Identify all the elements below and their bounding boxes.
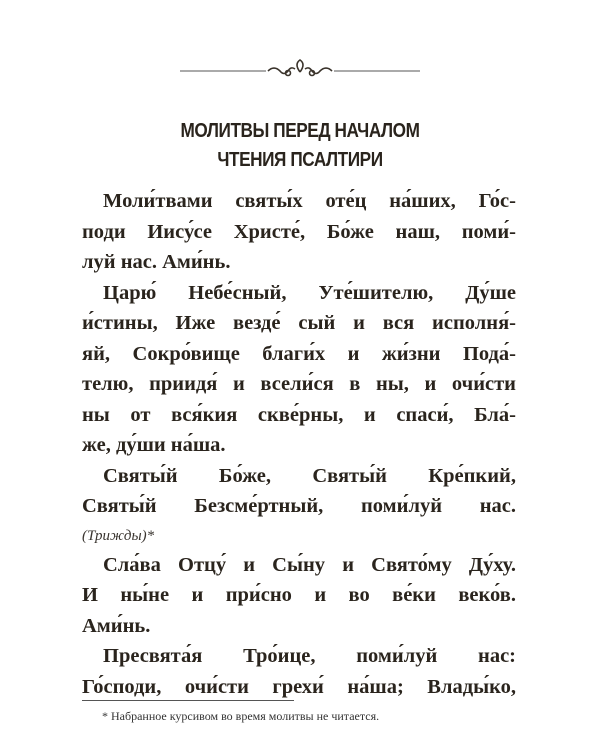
rubric-note: (Трижды)* [82,527,155,544]
text-line: Святы́й Безсме́ртный, поми́луй нас. [82,495,516,517]
prayer-text [82,186,516,702]
text-line: поди Иису́се Христе́, Бо́же наш, поми́- [82,220,516,243]
footnote: * Набранное курсивом во время молитвы не читается. [102,709,380,723]
title-line: ЧТЕНИЯ ПСАЛТИРИ [217,149,383,171]
text-line: телю, приидя́ и всели́ся в ны, и очи́сти [82,373,516,395]
text-line: Го́споди, очи́сти грехи́ на́ша; Влады́ко, [82,675,516,698]
footnote-divider [82,700,294,701]
text-line: Пресвята́я Тро́ице, поми́луй нас: [103,645,516,667]
text-line: и́стины, Иже везде́ сый и вся исполня́- [82,312,516,334]
page-title [42,117,558,175]
title-line: МОЛИТВЫ ПЕРЕД НАЧАЛОМ [180,120,420,142]
text-line: же, ду́ши на́ша. [82,434,226,456]
text-line: Царю́ Небе́сный, Уте́шителю, Ду́ше [103,281,516,304]
text-line: И ны́не и при́сно и во ве́ки веко́в. [82,584,516,606]
text-line: Сла́ва Отцу́ и Сы́ну и Свято́му Ду́ху. [103,553,516,576]
text-line: ны от вся́кия скве́рны, и спаси́, Бла́- [82,403,516,426]
text-line: яй, Сокро́вище благи́х и жи́зни Пода́- [82,342,516,365]
text-line: Моли́твами святы́х оте́ц на́ших, Го́с- [103,190,516,212]
decorative-ornament-icon [180,58,420,80]
text-line: Ами́нь. [82,614,151,637]
text-line: Святы́й Бо́же, Святы́й Кре́пкий, [103,464,516,487]
text-line: луй нас. Ами́нь. [82,251,231,273]
